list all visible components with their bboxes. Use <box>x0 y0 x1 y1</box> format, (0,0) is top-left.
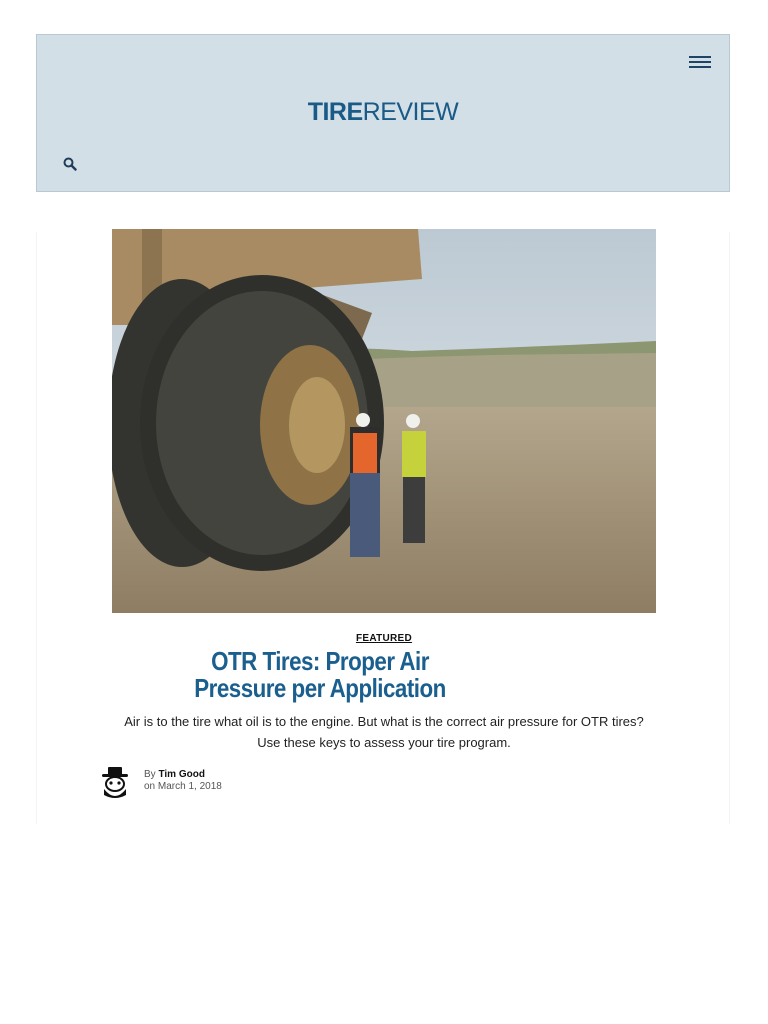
search-icon[interactable] <box>63 157 79 173</box>
logo-text-bold: TIRE <box>307 98 363 126</box>
author-name-link[interactable]: Tim Good <box>158 769 205 780</box>
author-avatar-icon[interactable] <box>98 765 132 799</box>
publish-date: March 1, 2018 <box>157 781 222 792</box>
category-link[interactable]: FEATURED <box>355 633 413 644</box>
byline-text <box>144 769 344 793</box>
article-title[interactable]: OTR Tires: Proper Air Pressure per Application <box>194 646 446 703</box>
site-logo[interactable] <box>37 97 729 127</box>
hamburger-menu-icon[interactable] <box>689 54 711 70</box>
date-prefix: on <box>144 781 156 792</box>
article-excerpt: Air is to the tire what oil is to the engine. But what is the correct air pressure for OTR tires? Use these keys to assess your tire program. <box>124 714 644 750</box>
site-header <box>36 34 730 192</box>
hero-image[interactable] <box>112 229 656 613</box>
logo-text-light: REVIEW <box>362 98 459 126</box>
byline-prefix: By <box>144 769 156 780</box>
category-tag <box>0 628 768 646</box>
